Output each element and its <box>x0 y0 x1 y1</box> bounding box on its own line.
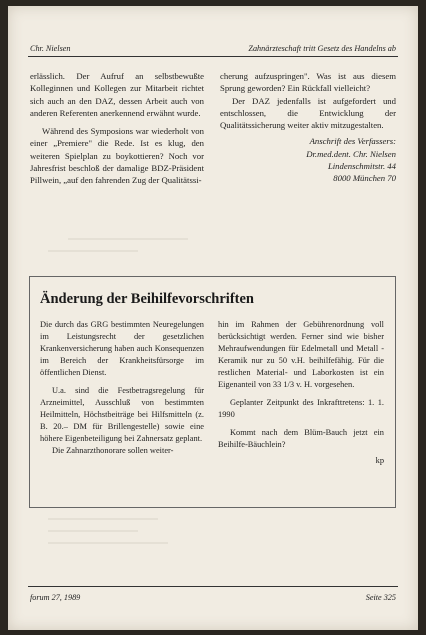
author-address <box>220 135 396 184</box>
footer-issue: forum 27, 1989 <box>30 593 81 602</box>
box-paragraph: Kommt nach dem Blüm-Bauch jetzt ein Beihilfe-Bäuchlein? <box>218 428 384 449</box>
show-through-mark <box>48 530 138 532</box>
address-city: 8000 München 70 <box>333 173 396 184</box>
box-paragraph: Die Zahnarzthonorare sollen weiter- <box>52 446 174 455</box>
article-paragraph: Der DAZ jedenfalls ist aufgefordert und entschlossen, die Entwicklung der Qualitätssicherung weiter aktiv mitzugestalten. <box>220 95 396 131</box>
box-paragraph: U.a. sind die Festbetragsregelung für Arzneimittel, Ausschluß von bestimmten Heilmitteln, Höchstbeiträge bei Hilfsmitteln (z. B. 20.– DM für Brillengestelle) sowie eine höhere Eigenbeteiligung bei Zahnersatz geplant. <box>40 386 204 443</box>
footer-rule <box>28 586 398 587</box>
show-through-mark <box>48 250 138 252</box>
address-street: Lindenschmitstr. 44 <box>327 161 396 172</box>
footer-page-number: Seite 325 <box>365 593 396 602</box>
show-through-mark <box>48 542 168 544</box>
article-paragraph: cherung aufzuspringen". Was ist aus diesem Sprung geworden? Ein Rückfall vielleicht? <box>220 71 396 94</box>
article-right-column <box>220 70 396 185</box>
beihilfe-box <box>29 276 396 508</box>
box-paragraph: Geplanter Zeitpunkt des Inkrafttretens: 1. 1. 1990 <box>218 398 384 419</box>
box-signature: kp <box>375 456 384 465</box>
show-through-mark <box>68 238 188 240</box>
header-rule <box>28 56 398 57</box>
box-right-column <box>218 319 384 467</box>
article-paragraph: erlässlich. Der Aufruf an selbstbewußte Kolleginnen und Kollegen zur Mitarbeit richtet sich auch an den DAZ, dessen Arbeit auch von anderen Referenten anerkennend erwähnt wurde. <box>30 71 204 118</box>
box-left-column <box>40 319 204 457</box>
show-through-mark <box>48 518 158 520</box>
document-page <box>8 6 418 630</box>
article-left-column <box>30 70 204 187</box>
box-paragraph: hin im Rahmen der Gebührenordnung voll berücksichtigt werden. Ferner sind wie bisher Mehraufwendungen für Edelmetall und Metall - Keramik nur zu 50 v.H. beihilfefähig. Für die restlichen Material- und Laborkosten ist ein Eigenanteil von 33 1/3 v. H. vorgesehen. <box>218 320 384 389</box>
box-title: Änderung der Beihilfevorschriften <box>40 291 254 307</box>
header-author: Chr. Nielsen <box>30 44 71 53</box>
box-paragraph: Die durch das GRG bestimmten Neuregelungen im Leistungsrecht der gesetzlichen Krankenversicherung haben auch Konsequenzen im Bereich der Krankheitsfürsorge im öffentlichen Dienst. <box>40 320 204 377</box>
article-paragraph: Während des Symposions war wiederholt von einer „Premiere" die Rede. Ist es klug, den weiteren Spielplan zu boykottieren? Noch vor Jahresfrist beschloß der damalige BDZ-Präsident Pillwein, „auf den fahrenden Zug der Qualitätssi- <box>30 126 204 186</box>
address-name: Dr.med.dent. Chr. Nielsen <box>306 148 396 159</box>
header-running-title: Zahnärzteschaft tritt Gesetz des Handelns ab <box>248 44 396 53</box>
address-heading: Anschrift des Verfassers: <box>309 136 396 147</box>
